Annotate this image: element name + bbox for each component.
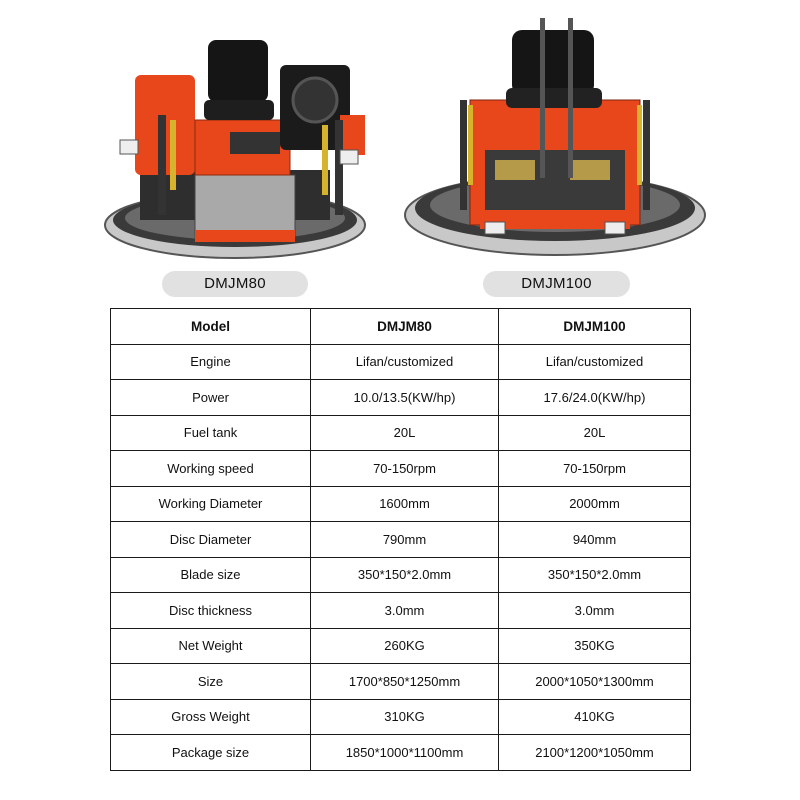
table-row: [111, 451, 691, 487]
cell-dmjm80: Lifan/customized: [311, 344, 499, 380]
cell-dmjm80: 70-150rpm: [311, 451, 499, 487]
row-label: Size: [111, 664, 311, 700]
cell-dmjm80: 790mm: [311, 522, 499, 558]
table-row: [111, 628, 691, 664]
ride-on-power-trowel-icon: [400, 10, 710, 265]
table-row: [111, 735, 691, 771]
table-row: [111, 486, 691, 522]
cell-dmjm100: 350KG: [499, 628, 691, 664]
cell-dmjm80: 10.0/13.5(KW/hp): [311, 380, 499, 416]
table-row: [111, 415, 691, 451]
cell-dmjm80: 1700*850*1250mm: [311, 664, 499, 700]
cell-dmjm80: 20L: [311, 415, 499, 451]
cell-dmjm100: 70-150rpm: [499, 451, 691, 487]
table-row: [111, 699, 691, 735]
cell-dmjm80: 350*150*2.0mm: [311, 557, 499, 593]
spec-table: [110, 308, 691, 771]
row-label: Disc Diameter: [111, 522, 311, 558]
table-row: [111, 557, 691, 593]
header-dmjm100: DMJM100: [499, 309, 691, 345]
table-row: [111, 593, 691, 629]
cell-dmjm80: 310KG: [311, 699, 499, 735]
header-dmjm80: DMJM80: [311, 309, 499, 345]
row-label: Net Weight: [111, 628, 311, 664]
cell-dmjm80: 3.0mm: [311, 593, 499, 629]
table-row: [111, 344, 691, 380]
model-label-dmjm80: DMJM80: [162, 271, 308, 297]
table-header-row: [111, 309, 691, 345]
cell-dmjm100: 2000*1050*1300mm: [499, 664, 691, 700]
cell-dmjm100: 2000mm: [499, 486, 691, 522]
table-row: [111, 522, 691, 558]
cell-dmjm80: 260KG: [311, 628, 499, 664]
row-label: Working Diameter: [111, 486, 311, 522]
table-row: [111, 664, 691, 700]
ride-on-power-trowel-icon: [100, 20, 370, 265]
cell-dmjm100: 940mm: [499, 522, 691, 558]
cell-dmjm80: 1850*1000*1100mm: [311, 735, 499, 771]
cell-dmjm100: 410KG: [499, 699, 691, 735]
product-photo-dmjm80: [100, 20, 370, 265]
row-label: Package size: [111, 735, 311, 771]
row-label: Power: [111, 380, 311, 416]
row-label: Blade size: [111, 557, 311, 593]
cell-dmjm100: 2100*1200*1050mm: [499, 735, 691, 771]
header-model: Model: [111, 309, 311, 345]
cell-dmjm100: 20L: [499, 415, 691, 451]
row-label: Working speed: [111, 451, 311, 487]
model-label-dmjm100: DMJM100: [483, 271, 630, 297]
row-label: Fuel tank: [111, 415, 311, 451]
cell-dmjm100: 17.6/24.0(KW/hp): [499, 380, 691, 416]
row-label: Gross Weight: [111, 699, 311, 735]
row-label: Disc thickness: [111, 593, 311, 629]
product-photo-dmjm100: [400, 10, 710, 265]
cell-dmjm100: Lifan/customized: [499, 344, 691, 380]
cell-dmjm100: 3.0mm: [499, 593, 691, 629]
cell-dmjm80: 1600mm: [311, 486, 499, 522]
row-label: Engine: [111, 344, 311, 380]
table-row: [111, 380, 691, 416]
cell-dmjm100: 350*150*2.0mm: [499, 557, 691, 593]
